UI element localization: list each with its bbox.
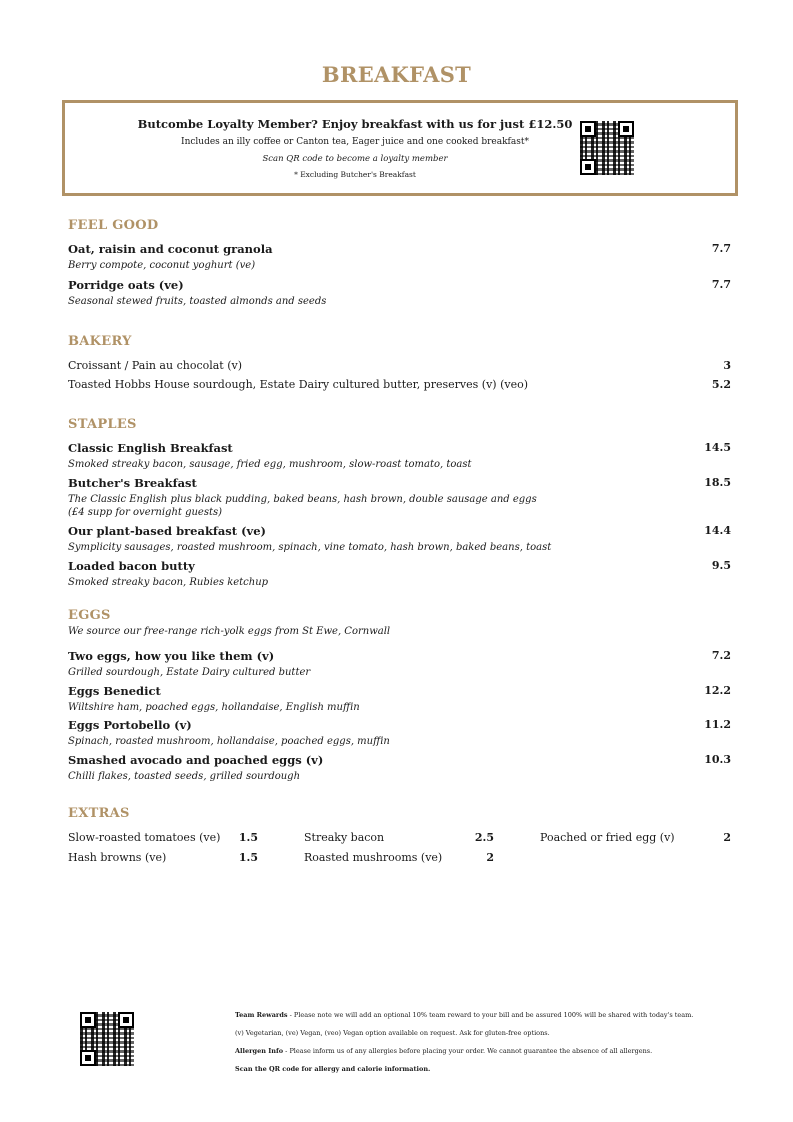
item-name: Loaded bacon butty	[68, 559, 195, 573]
item-name: Eggs Benedict	[68, 684, 161, 698]
section-title-bakery: BAKERY	[68, 334, 132, 349]
loyalty-scan-note: Scan QR code to become a loyalty member	[262, 154, 448, 164]
item-description: Spinach, roasted mushroom, hollandaise, poached eggs, muffin	[68, 736, 390, 747]
extra-item-price: 2	[486, 851, 494, 864]
item-price: 11.2	[704, 718, 731, 731]
menu-item	[68, 378, 731, 391]
item-description: Wiltshire ham, poached eggs, hollandaise, English muffin	[68, 702, 360, 713]
extra-item-name: Roasted mushrooms (ve)	[304, 851, 443, 864]
menu-item	[68, 359, 731, 372]
loyalty-includes: Includes an illy coffee or Canton tea, Eager juice and one cooked breakfast*	[181, 137, 529, 147]
item-description: Seasonal stewed fruits, toasted almonds and seeds	[68, 296, 327, 307]
footer-team-rewards	[235, 1011, 735, 1020]
item-name: Butcher's Breakfast	[68, 476, 197, 490]
footer-allergen-info	[235, 1047, 735, 1056]
item-price: 7.7	[711, 242, 731, 255]
menu-item	[68, 242, 731, 272]
item-price: 14.4	[704, 524, 731, 537]
menu-item	[68, 718, 731, 748]
allergen-text: - Please inform us of any allergies before placing your order. We cannot guarantee the absence of all allergens.	[283, 1047, 653, 1055]
item-description: Smoked streaky bacon, Rubies ketchup	[68, 577, 269, 588]
item-description: The Classic English plus black pudding, baked beans, hash brown, double sausage and eggs	[68, 494, 537, 505]
loyalty-text	[65, 117, 645, 179]
team-rewards-text: - Please note we will add an optional 10% team reward to your bill and be assured 100% will be shared with today's team.	[287, 1011, 694, 1019]
eggs-sourcing-note: We source our free-range rich-yolk eggs from St Ewe, Cornwall	[68, 626, 391, 637]
section-title-extras: EXTRAS	[68, 806, 130, 821]
footer-scan-note: Scan the QR code for allergy and calorie information.	[235, 1065, 431, 1073]
section-title-staples: STAPLES	[68, 417, 137, 432]
menu-item	[68, 649, 731, 679]
item-name: Croissant / Pain au chocolat (v)	[68, 359, 243, 372]
item-price: 18.5	[704, 476, 731, 489]
item-name: Oat, raisin and coconut granola	[68, 242, 273, 256]
qr-code-icon[interactable]	[80, 1012, 134, 1066]
loyalty-heading: Butcombe Loyalty Member? Enjoy breakfast with us for just £12.50	[137, 117, 573, 131]
item-name: Classic English Breakfast	[68, 441, 233, 455]
extra-item-name: Streaky bacon	[304, 831, 385, 844]
item-name: Our plant-based breakfast (ve)	[68, 524, 266, 538]
item-description: Berry compote, coconut yoghurt (ve)	[68, 260, 256, 271]
extra-item-name: Poached or fried egg (v)	[540, 831, 675, 844]
qr-code-icon[interactable]	[580, 121, 634, 175]
item-price: 12.2	[704, 684, 731, 697]
item-description: Smoked streaky bacon, sausage, fried egg, mushroom, slow-roast tomato, toast	[68, 459, 472, 470]
menu-item	[68, 524, 731, 554]
menu-item	[68, 441, 731, 471]
item-price: 3	[723, 359, 731, 372]
item-price: 10.3	[704, 753, 731, 766]
menu-item	[68, 476, 731, 519]
item-price: 9.5	[711, 559, 731, 572]
menu-item	[68, 684, 731, 714]
item-description-supplement: (£4 supp for overnight guests)	[68, 507, 223, 518]
footer-diet-key: (v) Vegetarian, (ve) Vegan, (veo) Vegan option available on request. Ask for gluten-free options.	[235, 1029, 550, 1037]
item-name: Porridge oats (ve)	[68, 278, 184, 292]
page-title: BREAKFAST	[321, 62, 472, 87]
item-price: 5.2	[711, 378, 731, 391]
loyalty-box	[62, 100, 738, 196]
item-name: Eggs Portobello (v)	[68, 718, 192, 732]
item-name: Smashed avocado and poached eggs (v)	[68, 753, 324, 767]
extra-item-name: Slow-roasted tomatoes (ve)	[68, 831, 221, 844]
menu-item	[68, 278, 731, 308]
extra-item-price: 1.5	[238, 851, 258, 864]
loyalty-exclusion-note: * Excluding Butcher's Breakfast	[294, 170, 416, 179]
item-name: Toasted Hobbs House sourdough, Estate Dairy cultured butter, preserves (v) (veo)	[68, 378, 528, 391]
team-rewards-label: Team Rewards	[235, 1011, 288, 1019]
item-price: 7.7	[711, 278, 731, 291]
item-description: Symplicity sausages, roasted mushroom, spinach, vine tomato, hash brown, baked beans, toast	[68, 542, 552, 553]
menu-item	[68, 559, 731, 589]
item-description: Chilli flakes, toasted seeds, grilled sourdough	[68, 771, 301, 782]
item-price: 7.2	[711, 649, 731, 662]
extra-item-name: Hash browns (ve)	[68, 851, 167, 864]
menu-item	[68, 753, 731, 783]
item-name: Two eggs, how you like them (v)	[68, 649, 275, 663]
allergen-label: Allergen Info	[235, 1047, 284, 1055]
extra-item-price: 1.5	[238, 831, 258, 844]
item-description: Grilled sourdough, Estate Dairy cultured butter	[68, 667, 311, 678]
extra-item-price: 2.5	[474, 831, 494, 844]
section-title-eggs: EGGS	[68, 608, 111, 623]
section-title-feel-good: FEEL GOOD	[68, 218, 159, 233]
extra-item-price: 2	[723, 831, 731, 844]
item-price: 14.5	[704, 441, 731, 454]
